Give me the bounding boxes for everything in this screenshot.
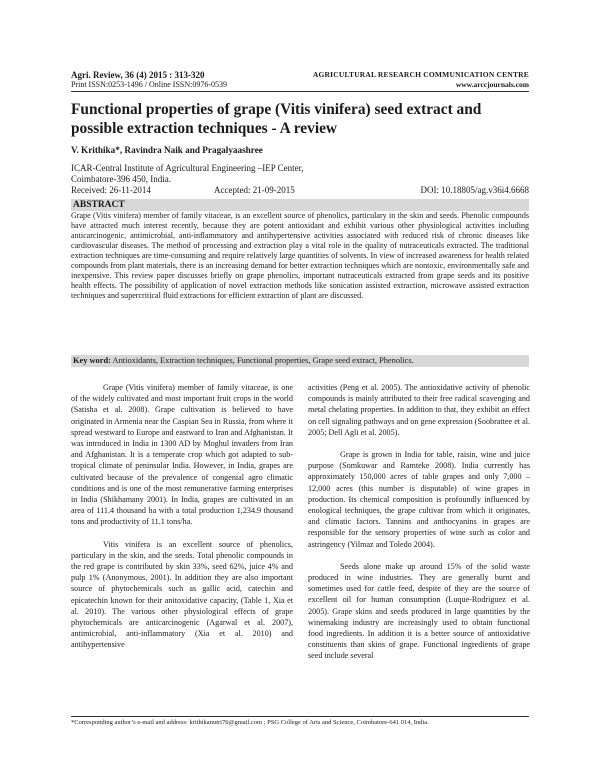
journal-header: [71, 70, 227, 90]
received-date: Received: 26-11-2014: [71, 185, 151, 195]
header-rule: [71, 91, 529, 92]
body-paragraph: Seeds alone make up around 15% of the solid waste produced in wine industries. They are generally burnt and sometimes used for cattle feed, despite of they are the source of excellent oil for human consumption (Luque-Rodriguez et al. 2005). Grape skins and seeds produced in large quantities by the winemaking industry are increasingly used to obtain functional food ingredients. In addition it is a better source of antioxidative constituents than skins of grape. Functional ingredients of grape seed include several: [308, 561, 530, 661]
accepted-date: Accepted: 21-09-2015: [214, 185, 295, 195]
footnote-rule: [71, 716, 529, 717]
paper-authors: V. Krithika*, Ravindra Naik and Pragalyaashree: [71, 145, 263, 155]
affiliation-line-2: Coimbatore-396 450, India.: [71, 173, 171, 184]
keywords-label: Key word:: [73, 356, 111, 365]
journal-issn: Print ISSN:0253-1496 / Online ISSN:0976-0539: [71, 80, 228, 89]
body-column-left: [71, 382, 293, 651]
body-paragraph: activities (Peng et al. 2005). The antioxidative activity of phenolic compounds is mainly attributed to their free radical scavenging and metal chelating properties. In addition to that, they exhibit an effect on cell signaling pathways and on gene expression (Soobrattee et al. 2005; Dell Agli et al. 2005).: [308, 383, 530, 437]
publisher-website[interactable]: www.arccjournals.com: [455, 80, 529, 89]
affiliation: [71, 163, 304, 184]
abstract-text: Grape (Vitis vinifera) member of family vitaceae, is an excellent source of phenolics, particulary in the skin and seeds. Phenolic compounds have attracted much interest recently, because they are potent antioxidant and exhibit various other physiological activities including anticarcinogenic, antimicrobial, anti-inflammatory and antihypertensive activities associated with reduced risk of chronic diseases like cardiovascular diseases. The method of processing and extraction play a vital role in the quality of nutraceuticals extracted. The traditional extraction techniques are time-consuming and require relatively large quantities of solvents. In view of increased awareness for health related compounds from plant materials, there is an increasing demand for better extraction techniques which are nontoxic, environmentally safe and inexpensive. This review paper discusses briefly on grape phenolics, important nutraceuticals extracted from grape seeds and its positive health effects. The possibility of application of novel extraction methods like sonication assisted extraction, microwave assisted extraction techniques and supercritical fluid extractions for efficient extraction of plant are discussed.: [71, 211, 529, 301]
journal-citation: Agri. Review, 36 (4) 2015 : 313-320: [71, 70, 205, 80]
publisher-name: AGRICULTURAL RESEARCH COMMUNICATION CENTRE: [312, 70, 529, 79]
corresponding-author-footnote: *Corresponding author’s e-mail and address: krithikanutri76@gmail.com ; PSG College of Arts and Science, Coimbatore-641 014, India.: [71, 719, 429, 726]
keywords-text: Antioxidants, Extraction techniques, Functional properties, Grape seed extract, Phenolics.: [110, 356, 414, 365]
article-dates: [71, 185, 529, 196]
body-paragraph: Grape is grown in India for table, raisin, wine and juice purpose (Somkuwar and Ramteke 2008). India currently has approximately 150,000 acres of table grapes and only 7,000 – 12,000 acres (this number is disputable) of wine grapes in production. Its chemical composition is profoundly influenced by enological techniques, the grape cultivar from which it originates, and climatic factors. Tannins and anthocyanins in grapes are responsible for the sensory properties of wine such as color and astringency (Yilmaz and Toledo 2004).: [308, 450, 530, 549]
abstract-heading: ABSTRACT: [71, 199, 529, 211]
body-column-right: [308, 382, 530, 662]
paper-title: Functional properties of grape (Vitis vinifera) seed extract and possible extraction techniques - A review: [71, 101, 482, 137]
publisher-header: [313, 70, 529, 90]
keywords-bar: [71, 355, 529, 367]
affiliation-line-1: ICAR-Central Institute of Agricultural Engineering –IEP Center,: [71, 163, 304, 173]
doi[interactable]: DOI: 10.18805/ag.v36i4.6668: [420, 185, 529, 195]
body-paragraph: Vitis vinifera is an excellent source of phenolics, particulary in the skin, and the seeds. Total phenolic compounds in the red grape is contributed by skin 33%, seed 62%, juice 4% and pulp 1% (Anonymous, 2001). In addition they are also important source of phytochemicals such as gallic acid, catechin and epicatechin known for their anitoxidative capacity, (Table 1, Xia et al. 2010). The various other physiological effects of grape phytochemicals are anticarcinogenic (Agarwal et al. 2007), antimicrobial, anti-inflammatory (Xia et al. 2010) and antihypertensive: [71, 539, 293, 650]
body-paragraph: Grape (Vitis vinifera) member of family vitaceae, is one of the widely cultivated and most important fruit crops in the world (Satisha et al. 2008). Grape cultivation is believed to have originated in Armenia near the Caspian Sea in Russia, from where it spread westward to Europe and eastward to Iran and Afghanistan. It was introduced in India in 1300 AD by Moghul invaders from Iran and Afghanistan. It is a temperate crop which got adapted to sub-tropical climate of peninsular India. However, in India, grapes are cultivated because of the prevalence of congenial agro climatic conditions and is one of the most remunerative farming enterprises in India (Shikhamany 2001). In India, grapes are cultivated in an area of 111.4 thousand ha with a total production 1,234.9 thousand tons and productivity of 11.1 tons/ha.: [71, 383, 293, 527]
